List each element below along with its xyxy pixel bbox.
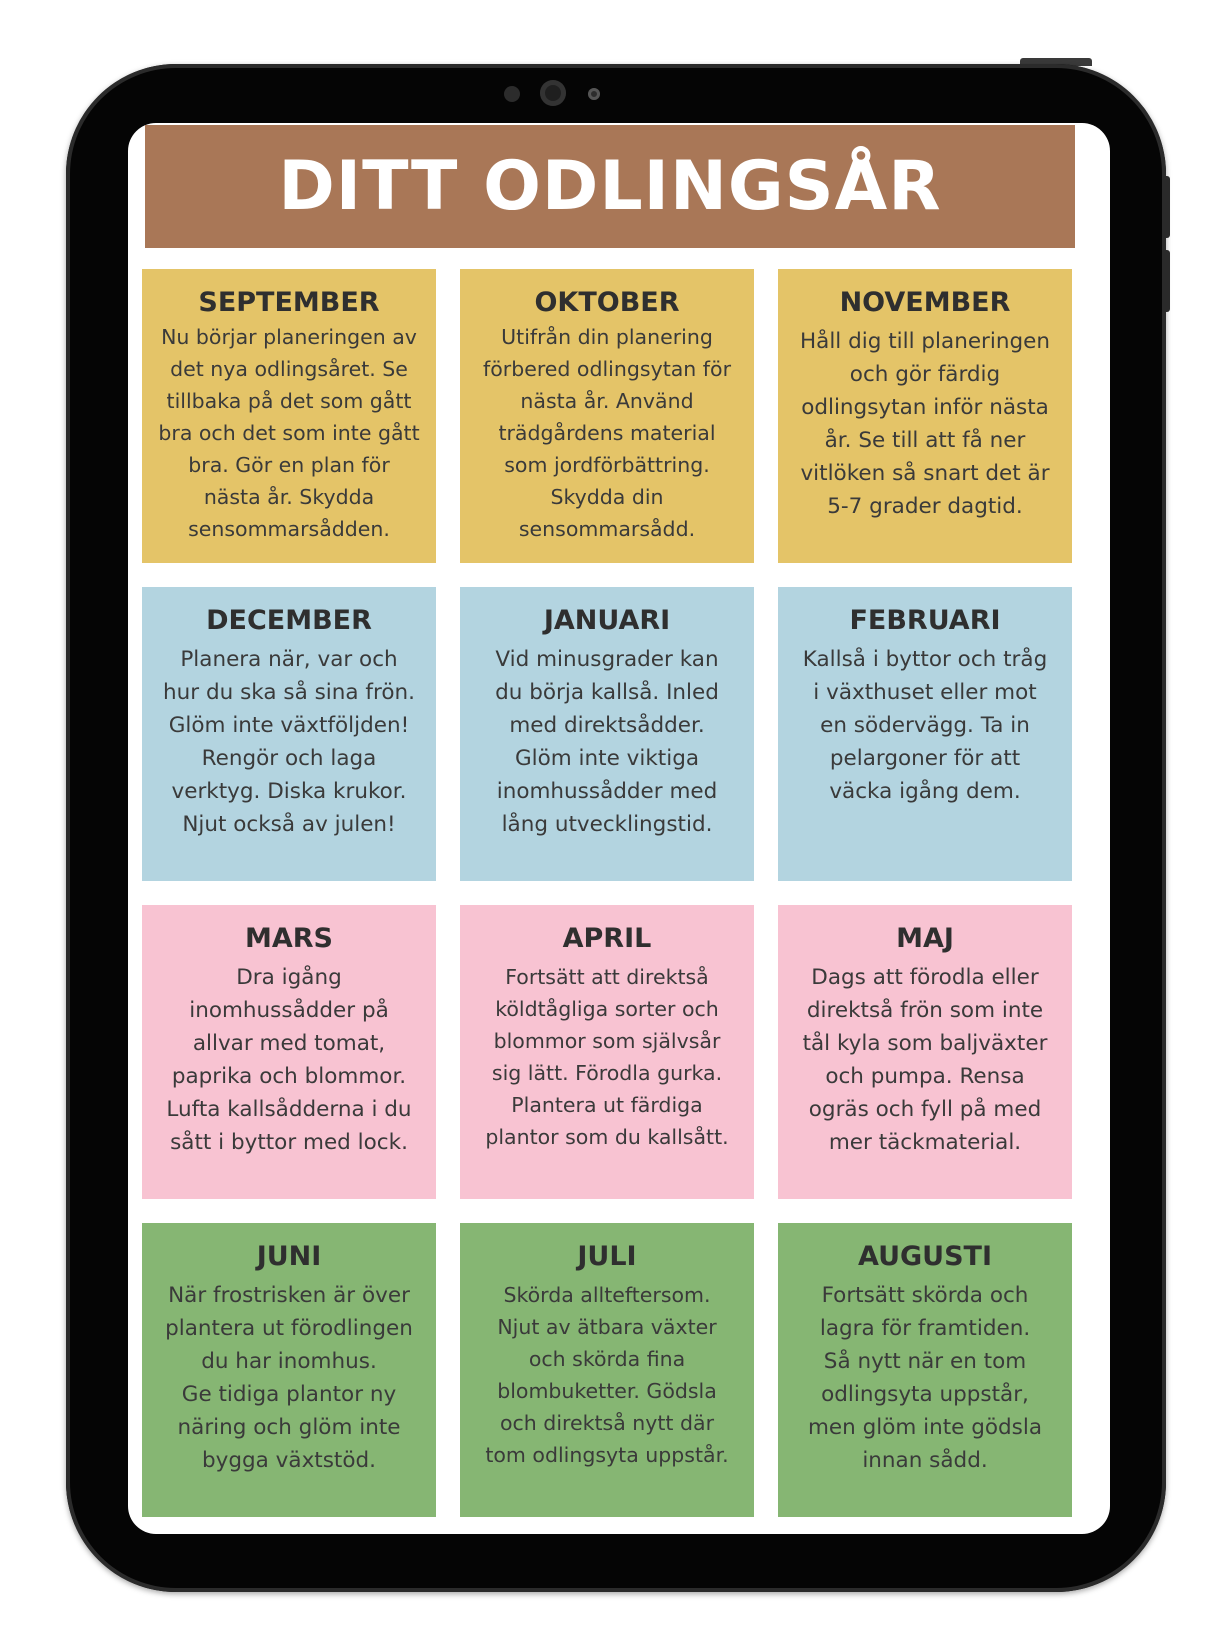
- light-sensor-icon: [588, 88, 600, 100]
- page-title: DITT ODLINGSÅR: [278, 147, 942, 226]
- month-title: JANUARI: [543, 605, 671, 636]
- month-text: Dags att förodla eller direktså frön som inte tål kyla som baljväxter och pumpa. Rensa ogräs och fyll på med mer täckmaterial.: [802, 965, 1048, 1155]
- month-text: Kallså i byttor och tråg i växthuset eller mot en södervägg. Ta in pelargoner för att väcka igång dem.: [802, 647, 1048, 804]
- month-title: MAJ: [896, 923, 954, 954]
- month-text: Vid minusgrader kan du börja kallså. Inled med direktsådder. Glöm inte viktiga inomhussådder med lång utvecklingstid.: [495, 647, 719, 837]
- month-title: JULI: [577, 1241, 637, 1272]
- sensor-dot-icon: [504, 86, 520, 102]
- month-text: När frostrisken är över plantera ut förodlingen du har inomhus. Ge tidiga plantor ny näring och glöm inte bygga växtstöd.: [165, 1283, 413, 1473]
- month-text: Nu börjar planeringen av det nya odlingsåret. Se tillbaka på det som gått bra och det som inte gått bra. Gör en plan för nästa år. Skydda sensommarsådden.: [158, 325, 420, 541]
- month-card-november: [778, 269, 1072, 563]
- header-banner: [145, 125, 1075, 248]
- month-card-oktober: [460, 269, 754, 563]
- month-text: Utifrån din planering förbered odlingsytan för nästa år. Använd trädgårdens material som jordförbättring. Skydda din sensommarsådd.: [483, 325, 731, 541]
- month-title: DECEMBER: [206, 605, 372, 636]
- month-card-april: [460, 905, 754, 1199]
- month-text: Fortsätt att direktså köldtågliga sorter och blommor som självsår sig lätt. Förodla gurka. Plantera ut färdiga plantor som du kallsått.: [485, 965, 729, 1149]
- month-title: NOVEMBER: [839, 287, 1011, 318]
- month-title: MARS: [244, 923, 333, 954]
- month-title: SEPTEMBER: [198, 287, 380, 318]
- month-text: Dra igång inomhussådder på allvar med tomat, paprika och blommor. Lufta kallsådderna i du sått i byttor med lock.: [166, 965, 412, 1155]
- month-card-januari: [460, 587, 754, 881]
- month-title: FEBRUARI: [849, 605, 1001, 636]
- month-card-maj: [778, 905, 1072, 1199]
- month-text: Håll dig till planeringen och gör färdig odlingsytan inför nästa år. Se till att få ner vitlöken så snart det är 5-7 grader dagtid.: [799, 329, 1050, 519]
- month-card-augusti: [778, 1223, 1072, 1517]
- month-text: Fortsätt skörda och lagra för framtiden. Så nytt när en tom odlingsyta uppstår, men glöm inte gödsla innan sådd.: [807, 1283, 1043, 1473]
- month-card-februari: [778, 587, 1072, 881]
- month-title: OKTOBER: [534, 287, 680, 318]
- volume-up-button: [1162, 176, 1170, 238]
- month-title: AUGUSTI: [858, 1241, 992, 1272]
- camera-icon: [540, 80, 566, 106]
- month-card-september: [142, 269, 436, 563]
- volume-down-button: [1162, 250, 1170, 312]
- month-text: Planera när, var och hur du ska så sina frön. Glöm inte växtföljden! Rengör och laga verktyg. Diska krukor. Njut också av julen!: [163, 647, 415, 837]
- month-title: JUNI: [256, 1241, 322, 1272]
- tablet-screen: [128, 123, 1110, 1534]
- month-card-december: [142, 587, 436, 881]
- month-title: APRIL: [562, 923, 652, 954]
- month-card-juli: [460, 1223, 754, 1517]
- month-card-mars: [142, 905, 436, 1199]
- month-text: Skörda allteftersom. Njut av ätbara växter och skörda fina blombuketter. Gödsla och direktså nytt där tom odlingsyta uppstår.: [485, 1283, 729, 1467]
- month-card-juni: [142, 1223, 436, 1517]
